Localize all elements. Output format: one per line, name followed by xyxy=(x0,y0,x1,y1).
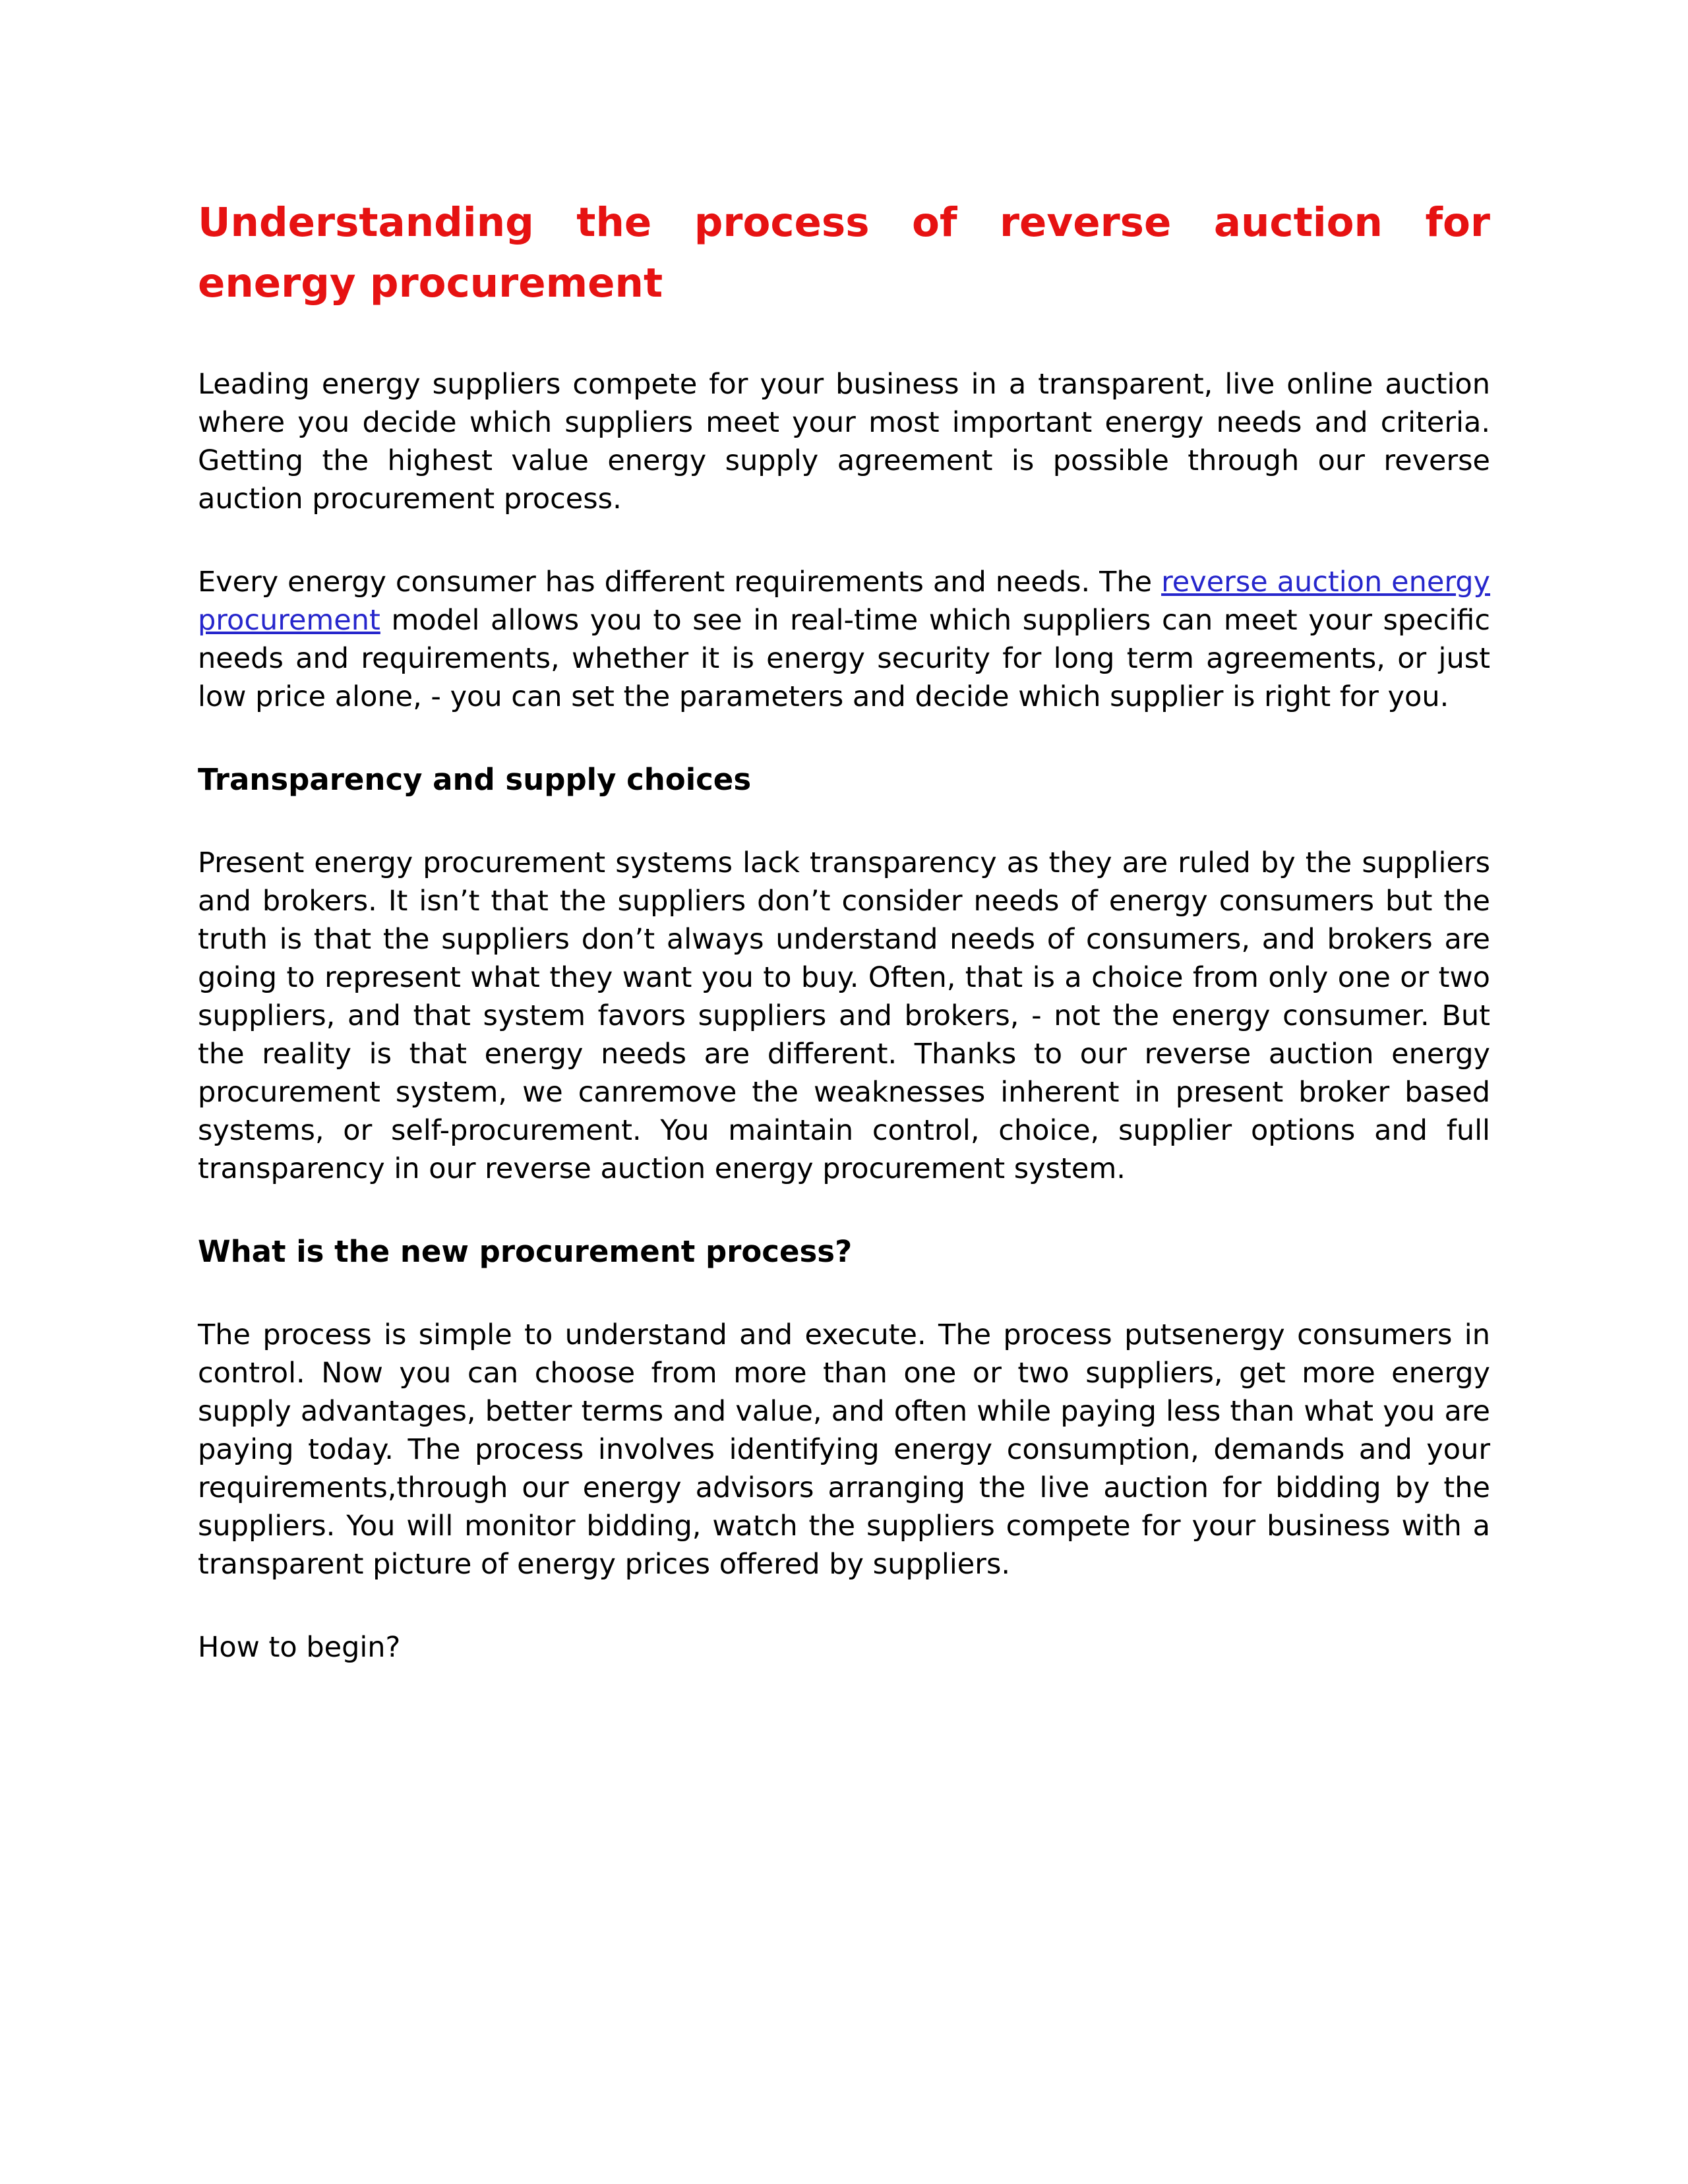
closing-question: How to begin? xyxy=(198,1631,401,1664)
paragraph-text-after-link: model allows you to see in real-time which suppliers can meet your specific needs and requirements, whether it is energy security for long term agreements, or just low price alone, - you can set the parameters and decide which supplier is right for you. xyxy=(198,604,1490,713)
section-heading-process: What is the new procurement process? xyxy=(198,1234,853,1269)
reverse-auction-procurement-link[interactable]: reverse auction energy procurement xyxy=(198,566,1490,637)
page-title: Understanding the process of reverse auction for energy procurement xyxy=(198,199,1490,307)
paragraph-text-before-link: Every energy consumer has different requirements and needs. The xyxy=(198,566,1162,599)
paragraph-transparency: Present energy procurement systems lack transparency as they are ruled by the suppliers and brokers. It isn’t that the suppliers don’t consider needs of energy consumers but the truth is that the suppliers don’t always understand needs of consumers, and brokers are going to represent what they want you to buy. Often, that is a choice from only one or two suppliers, and that system favors suppliers and brokers, - not the energy consumer. But the reality is that energy needs are different. Thanks to our reverse auction energy procurement system, we canremove the weaknesses inherent in present broker based systems, or self-procurement. You maintain control, choice, supplier options and full transparency in our reverse auction energy procurement system. xyxy=(198,846,1490,1185)
paragraph-lead: Leading energy suppliers compete for your business in a transparent, live online auction where you decide which suppliers meet your most important energy needs and criteria. Getting the highest value energy supply agreement is possible through our reverse auction procurement process. xyxy=(198,368,1490,516)
paragraph-process: The process is simple to understand and execute. The process putsenergy consumers in control. Now you can choose from more than one or two suppliers, get more energy supply advantages, better terms and value, and often while paying less than what you are paying today. The process involves identifying energy consumption, demands and your requirements,through our energy advisors arranging the live auction for bidding by the suppliers. You will monitor bidding, watch the suppliers compete for your business with a transparent picture of energy prices offered by suppliers. xyxy=(198,1318,1490,1581)
paragraph-consumer-needs xyxy=(198,563,1490,716)
section-heading-transparency: Transparency and supply choices xyxy=(198,762,752,797)
